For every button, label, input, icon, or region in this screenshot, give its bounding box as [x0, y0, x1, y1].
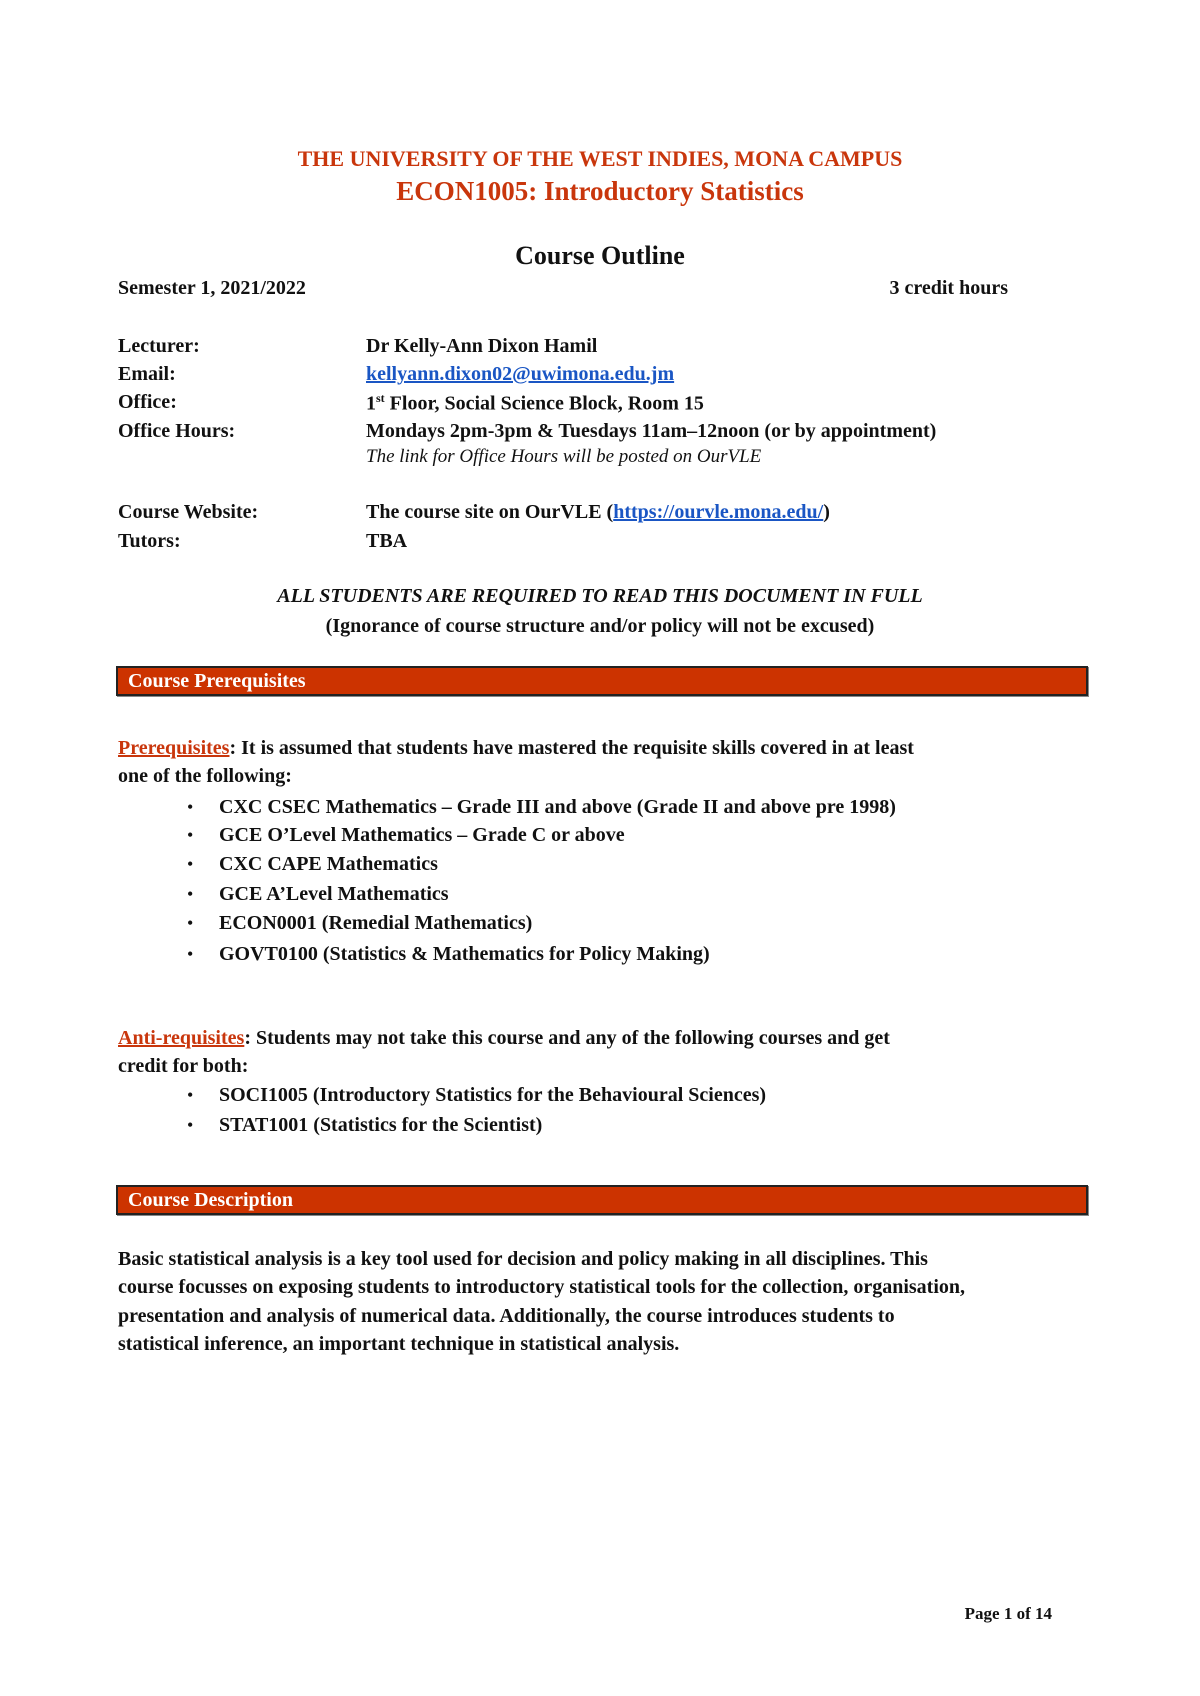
office-hours-value: Mondays 2pm-3pm & Tuesdays 11am–12noon (or by appointment) — [366, 420, 937, 442]
section-bar-description — [116, 1185, 1088, 1215]
office-label: Office: — [118, 391, 177, 413]
bullet-icon: • — [187, 944, 194, 964]
document-title: Course Outline — [515, 241, 685, 270]
anti-requisites-intro-cont: credit for both: — [118, 1055, 249, 1077]
office-floor: 1 — [366, 392, 376, 415]
course-title: ECON1005: Introductory Statistics — [396, 176, 804, 206]
anti-requisites-text — [118, 1027, 890, 1050]
list-item: GCE A’Level Mathematics — [219, 883, 449, 905]
notice-heading: ALL STUDENTS ARE REQUIRED TO READ THIS DOCUMENT IN FULL — [277, 585, 923, 607]
office-value — [366, 391, 704, 416]
tutors-label: Tutors: — [118, 530, 181, 552]
lecturer-value: Dr Kelly-Ann Dixon Hamil — [366, 335, 598, 357]
bullet-icon: • — [187, 1085, 194, 1105]
website-link[interactable]: https://ourvle.mona.edu/ — [613, 501, 824, 523]
anti-requisites-intro: : Students may not take this course and any of the following courses and get — [244, 1027, 890, 1049]
bullet-icon: • — [187, 913, 194, 933]
bullet-icon: • — [187, 1115, 194, 1135]
description-line: presentation and analysis of numerical data. Additionally, the course introduces students to — [118, 1305, 895, 1327]
description-line: statistical inference, an important technique in statistical analysis. — [118, 1333, 680, 1355]
list-item: GOVT0100 (Statistics & Mathematics for Policy Making) — [219, 943, 710, 965]
notice-subtext: (Ignorance of course structure and/or policy will not be excused) — [325, 615, 875, 637]
bullet-icon: • — [187, 854, 194, 874]
website-label: Course Website: — [118, 501, 259, 523]
prerequisites-label: Prerequisites — [118, 737, 230, 759]
lecturer-label: Lecturer: — [118, 335, 200, 357]
prerequisites-text — [118, 737, 914, 760]
description-line: Basic statistical analysis is a key tool used for decision and policy making in all disciplines. This — [118, 1248, 928, 1270]
section-heading: Course Prerequisites — [128, 670, 306, 692]
website-value — [366, 501, 830, 524]
bullet-icon: • — [187, 797, 194, 817]
list-item: GCE O’Level Mathematics – Grade C or above — [219, 824, 625, 846]
university-name: THE UNIVERSITY OF THE WEST INDIES, MONA CAMPUS — [297, 146, 903, 171]
anti-requisites-label: Anti-requisites — [118, 1027, 245, 1049]
page-number: Page 1 of 14 — [964, 1604, 1052, 1623]
list-item: CXC CSEC Mathematics – Grade III and above (Grade II and above pre 1998) — [219, 796, 896, 818]
description-line: course focusses on exposing students to introductory statistical tools for the collection, organisation, — [118, 1276, 966, 1298]
list-item: ECON0001 (Remedial Mathematics) — [219, 912, 533, 934]
tutors-value: TBA — [366, 530, 408, 552]
email-label: Email: — [118, 363, 176, 385]
website-close: ) — [823, 501, 830, 523]
office-floor-sup: st — [376, 391, 385, 405]
semester: Semester 1, 2021/2022 — [118, 277, 306, 299]
email-link[interactable]: kellyann.dixon02@uwimona.edu.jm — [366, 363, 675, 385]
prerequisites-intro: : It is assumed that students have mastered the requisite skills covered in at least — [229, 737, 914, 759]
bullet-icon: • — [187, 825, 194, 845]
website-text: The course site on OurVLE ( — [366, 501, 614, 523]
list-item: CXC CAPE Mathematics — [219, 853, 438, 875]
list-item: SOCI1005 (Introductory Statistics for the Behavioural Sciences) — [219, 1084, 767, 1106]
bullet-icon: • — [187, 884, 194, 904]
prerequisites-intro-cont: one of the following: — [118, 765, 292, 787]
office-hours-label: Office Hours: — [118, 420, 236, 442]
list-item: STAT1001 (Statistics for the Scientist) — [219, 1114, 543, 1136]
office-hours-note: The link for Office Hours will be posted on OurVLE — [366, 446, 762, 467]
section-bar-prerequisites — [116, 666, 1088, 696]
section-heading: Course Description — [128, 1189, 293, 1211]
credit-hours: 3 credit hours — [889, 277, 1008, 299]
office-location: Floor, Social Science Block, Room 15 — [384, 392, 704, 415]
